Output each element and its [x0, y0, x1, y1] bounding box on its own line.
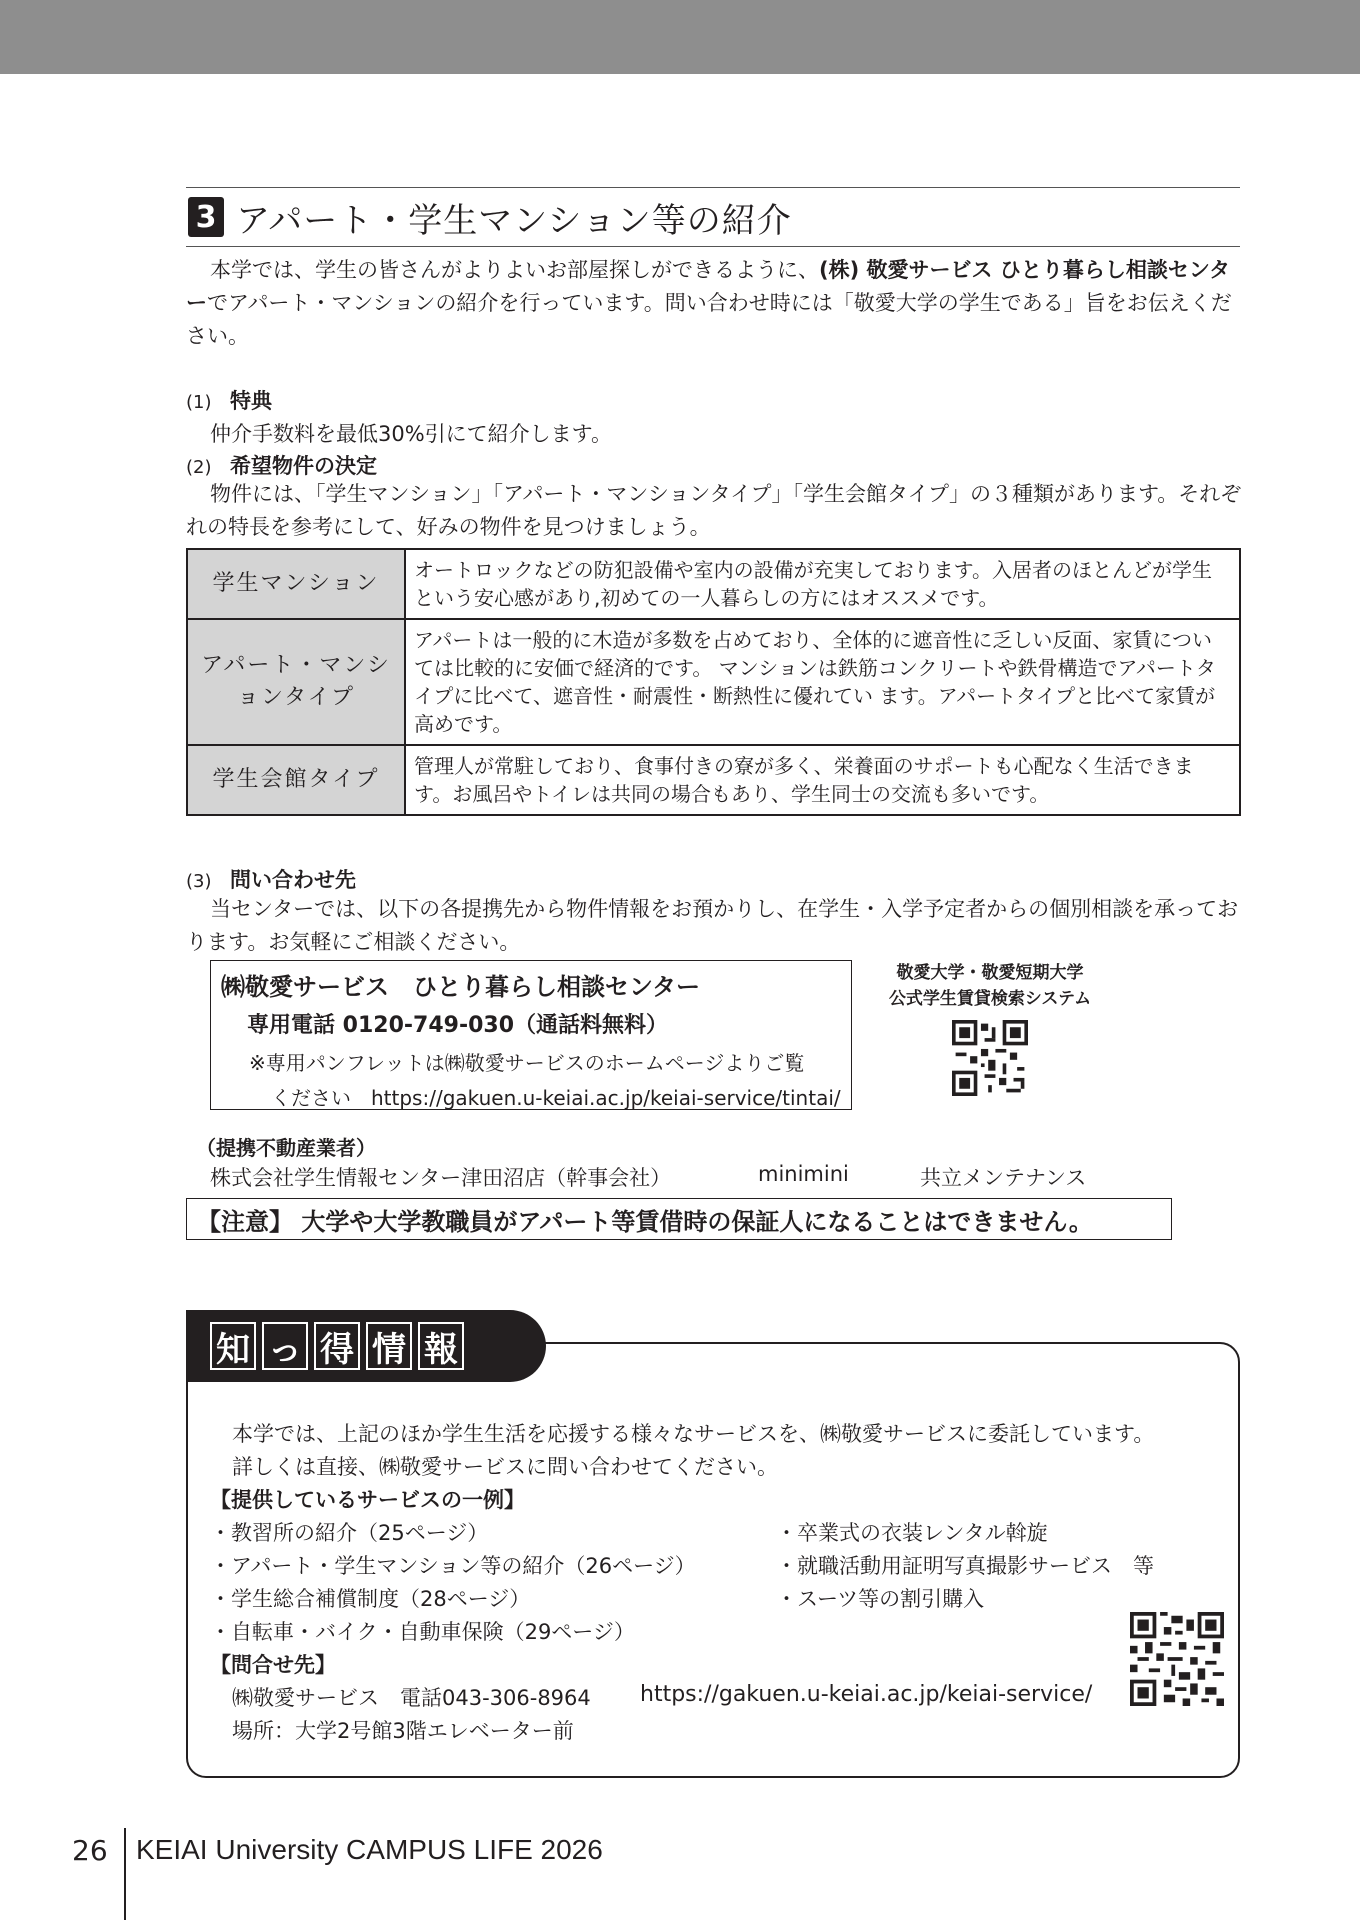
type-name: アパート・マンションタイプ [187, 619, 405, 745]
item-2-number: (2) [186, 457, 212, 478]
qr-caption [870, 960, 1110, 1012]
service-item: ・学生総合補償制度（28ページ） [210, 1587, 531, 1611]
item-2-heading [186, 450, 377, 480]
info-tab [186, 1310, 546, 1382]
intro-rest: でアパート・マンションの紹介を行っています。問い合わせ時には「敬愛大学の学生である」旨をお伝えください。 [186, 291, 1232, 348]
service-item: ・就職活動用証明写真撮影サービス 等 [776, 1554, 1154, 1578]
contact-phone: 専用電話 0120-749-030（通話料無料） [247, 1013, 668, 1038]
section-number: 3 [188, 197, 224, 237]
contact-note: ※専用パンフレットは㈱敬愛サービスのホームページよりご覧 [249, 1051, 805, 1075]
property-types-table [186, 548, 1241, 816]
item-3-heading [186, 864, 356, 894]
service-item: ・アパート・学生マンション等の紹介（26ページ） [210, 1554, 696, 1578]
qr-code-icon[interactable] [952, 1020, 1028, 1096]
partner-item: 株式会社学生情報センター津田沼店（幹事会社） [210, 1166, 672, 1190]
section-title: アパート・学生マンション等の紹介 [236, 200, 792, 241]
type-desc: オートロックなどの防犯設備や室内の設備が充実しております。入居者のほとんどが学生という安心感があり,初めての一人暮らしの方にはオススメです。 [405, 549, 1240, 619]
item-2-body: 物件には、「学生マンション」「アパート・マンションタイプ」「学生会館タイプ」の３種類があります。それぞれの特長を参考にして、好みの物件を見つけましょう。 [186, 482, 1242, 539]
table-row [187, 549, 1240, 619]
table-row [187, 745, 1240, 815]
intro-company: (株) 敬愛サービス ひとり暮らし相談センター [186, 258, 1230, 315]
intro-paragraph [186, 254, 1242, 353]
item-1-body: 仲介手数料を最低30%引にて紹介します。 [210, 422, 612, 446]
tab-char: 報 [418, 1322, 464, 1370]
contact-url[interactable]: ください https://gakuen.u-keiai.ac.jp/keiai-service/tintai/ [271, 1086, 841, 1110]
service-item: ・スーツ等の割引購入 [776, 1587, 985, 1611]
tab-char: 知 [210, 1322, 256, 1370]
service-item: ・卒業式の衣装レンタル斡旋 [776, 1521, 1048, 1545]
table-row [187, 619, 1240, 745]
section-heading [186, 187, 1240, 247]
item-1-number: (1) [186, 392, 212, 413]
footer-divider [124, 1828, 126, 1920]
partners-heading: （提携不動産業者） [196, 1136, 376, 1160]
intro-lead: 本学では、学生の皆さんがよりよいお部屋探しができるように、 [210, 258, 819, 282]
qr-code-icon[interactable] [1130, 1612, 1224, 1706]
footer-title: KEIAI University CAMPUS LIFE 2026 [136, 1834, 603, 1865]
info-place: 場所：大学2号館3階エレベーター前 [232, 1719, 574, 1743]
contact-box [210, 960, 852, 1110]
service-item: ・教習所の紹介（25ページ） [210, 1521, 489, 1545]
item-3-number: (3) [186, 871, 212, 892]
contact-heading: 【問合せ先】 [210, 1653, 336, 1677]
info-contact-line: ㈱敬愛サービス 電話043-306-8964 [232, 1686, 591, 1710]
type-name: 学生会館タイプ [187, 745, 405, 815]
notice-box: 【注意】 大学や大学教職員がアパート等賃借時の保証人になることはできません。 [186, 1198, 1172, 1240]
partner-item: minimini [758, 1162, 849, 1186]
tab-char: 情 [366, 1322, 412, 1370]
partner-item: 共立メンテナンス [920, 1166, 1087, 1190]
qr-caption-line2: 公式学生賃貸検索システム [888, 989, 1092, 1009]
top-band [0, 0, 1360, 74]
service-item: ・自転車・バイク・自動車保険（29ページ） [210, 1620, 635, 1644]
info-line-2: 詳しくは直接、㈱敬愛サービスに問い合わせてください。 [232, 1455, 778, 1479]
info-contact-url[interactable]: https://gakuen.u-keiai.ac.jp/keiai-service/ [640, 1682, 1093, 1707]
services-heading: 【提供しているサービスの一例】 [210, 1488, 525, 1512]
item-2-title: 希望物件の決定 [230, 454, 377, 478]
item-1-heading [186, 385, 272, 415]
contact-name: ㈱敬愛サービス ひとり暮らし相談センター [221, 973, 701, 1001]
page-number: 26 [72, 1834, 108, 1867]
item-3-body: 当センターでは、以下の各提携先から物件情報をお預かりし、在学生・入学予定者からの個別相談を承っております。お気軽にご相談ください。 [186, 897, 1239, 954]
qr-caption-line1: 敬愛大学・敬愛短期大学 [896, 963, 1084, 983]
tab-char: 得 [314, 1322, 360, 1370]
type-name: 学生マンション [187, 549, 405, 619]
type-desc: 管理人が常駐しており、食事付きの寮が多く、栄養面のサポートも心配なく生活できます。お風呂やトイレは共同の場合もあり、学生同士の交流も多いです。 [405, 745, 1240, 815]
type-desc: アパートは一般的に木造が多数を占めており、全体的に遮音性に乏しい反面、家賃については比較的に安価で経済的です。 マンションは鉄筋コンクリートや鉄骨構造でアパートタイプに比べて、遮音性・耐震性・断熱性に優れてい ます。アパートタイプと比べて家賃が高めです。 [405, 619, 1240, 745]
tab-char: っ [262, 1322, 308, 1370]
item-3-title: 問い合わせ先 [230, 868, 356, 892]
info-line-1: 本学では、上記のほか学生生活を応援する様々なサービスを、㈱敬愛サービスに委託しています。 [232, 1422, 1155, 1446]
item-1-title: 特典 [230, 389, 272, 413]
